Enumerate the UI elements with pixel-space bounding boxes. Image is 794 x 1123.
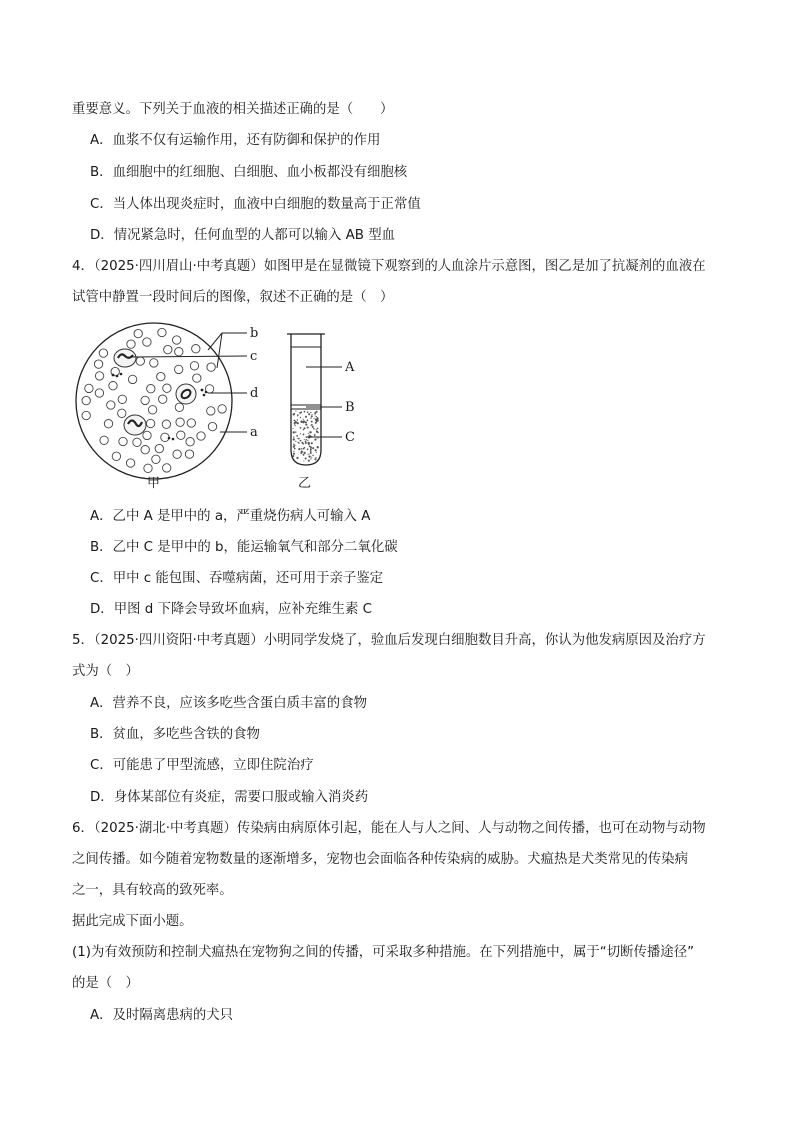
red-blood-cell <box>128 375 136 383</box>
sediment-dot <box>317 446 319 448</box>
sediment-dot <box>305 458 307 460</box>
sediment-dot <box>294 422 296 424</box>
sediment-dot <box>294 448 296 450</box>
red-blood-cell <box>208 422 216 430</box>
question-6-sub-1-stem-line-2: 的是（ ） <box>72 976 139 991</box>
sediment-dot <box>297 414 299 416</box>
red-blood-cell <box>147 385 155 393</box>
sediment-dot <box>310 458 311 459</box>
sediment-dot <box>313 418 314 419</box>
caption-jia: 甲 <box>147 476 161 491</box>
sediment-dot <box>308 460 310 462</box>
red-blood-cell <box>95 372 103 380</box>
red-blood-cell <box>157 372 165 380</box>
sediment-dot <box>303 419 304 420</box>
sediment-dot <box>296 435 298 437</box>
sediment-dot <box>303 433 305 435</box>
label-A: A <box>345 360 355 375</box>
sediment-dot <box>310 452 312 454</box>
sediment-dot <box>295 411 296 412</box>
red-blood-cell <box>141 396 149 404</box>
sediment-dot <box>315 457 316 458</box>
sediment-dot <box>296 457 298 459</box>
sediment-dot <box>316 452 317 453</box>
red-blood-cell <box>159 395 167 403</box>
sediment-dot <box>301 442 303 444</box>
red-blood-cell <box>176 418 184 426</box>
red-blood-cell <box>150 359 158 367</box>
red-blood-cell <box>175 348 183 356</box>
question-4-option-c: C．甲中 c 能包围、吞噬病菌，还可用于亲子鉴定 <box>90 571 384 586</box>
sediment-dot <box>304 411 306 413</box>
red-blood-cell <box>104 420 112 428</box>
sediment-dot <box>294 425 295 426</box>
question-5-option-b: B．贫血，多吃些含铁的食物 <box>90 727 260 742</box>
label-d: d <box>250 386 259 401</box>
sediment-dot <box>303 427 305 429</box>
sediment-dot <box>311 415 313 417</box>
sediment-dot <box>303 452 305 454</box>
sediment-dot <box>304 439 305 440</box>
sediment-dot <box>309 431 311 433</box>
question-3-option-c: C．当人体出现炎症时，血液中白细胞的数量高于正常值 <box>90 197 421 212</box>
red-blood-cell <box>163 464 171 472</box>
question-5-option-c: C．可能患了甲型流感，立即住院治疗 <box>90 758 314 773</box>
red-blood-cell <box>173 450 181 458</box>
sediment-dot <box>314 438 316 440</box>
sediment-dot <box>294 413 295 414</box>
question-3-stem: 重要意义。下列关于血液的相关描述正确的是（ ） <box>72 102 394 117</box>
red-blood-cell <box>155 444 163 452</box>
question-5-stem-line-2: 式为（ ） <box>72 664 139 679</box>
sediment-dot <box>314 435 316 437</box>
question-6-stem-line-3: 之一，具有较高的致死率。 <box>72 883 233 898</box>
red-blood-cell <box>126 459 134 467</box>
sediment-dot <box>316 430 318 432</box>
sediment-dot <box>303 454 305 456</box>
sediment-dot <box>308 413 310 415</box>
sediment-dot <box>312 426 314 428</box>
caption-yi: 乙 <box>298 476 312 491</box>
red-blood-cell <box>141 446 149 454</box>
sediment-dot <box>315 416 316 417</box>
sediment-dot <box>311 457 312 458</box>
red-blood-cell <box>143 431 151 439</box>
red-blood-cell <box>177 431 185 439</box>
question-6-sub-1-stem-line-1: (1)为有效预防和控制犬瘟热在宠物狗之间的传播，可采取多种措施。在下列措施中，属于“切断传播途径” <box>72 945 695 960</box>
sediment-dot <box>307 448 309 450</box>
question-4-option-a: A．乙中 A 是甲中的 a，严重烧伤病人可输入 A <box>90 509 371 524</box>
red-blood-cell <box>119 437 127 445</box>
sediment-dot <box>307 411 309 413</box>
sediment-dot <box>305 441 307 443</box>
red-blood-cell <box>161 433 169 441</box>
sediment-dot <box>292 455 294 457</box>
red-blood-cell <box>164 345 172 353</box>
red-blood-cell <box>82 411 90 419</box>
sediment-dot <box>303 429 304 430</box>
sediment-dot <box>315 449 317 451</box>
red-blood-cell <box>134 329 142 337</box>
sediment-dot <box>311 442 313 444</box>
red-blood-cell <box>163 384 171 392</box>
red-blood-cell <box>207 363 215 371</box>
question-5-option-d: D．身体某部位有炎症，需要口服或输入消炎药 <box>90 790 369 805</box>
white-blood-cell-3 <box>124 415 146 435</box>
red-blood-cell <box>85 384 93 392</box>
sediment-dot <box>317 420 319 422</box>
sediment-dot <box>306 439 308 441</box>
sediment-dot <box>305 424 307 426</box>
question-6-instruction: 据此完成下面小题。 <box>72 914 193 929</box>
sediment-dot <box>303 420 305 422</box>
red-blood-cell <box>82 396 90 404</box>
sediment-dot <box>293 428 294 429</box>
red-blood-cell <box>175 365 183 373</box>
sediment-dot <box>310 425 311 426</box>
sediment-dot <box>299 412 301 414</box>
red-blood-cell <box>146 419 154 427</box>
red-blood-cell <box>158 328 166 336</box>
label-B: B <box>345 400 355 415</box>
question-3-option-a: A．血浆不仅有运输作用，还有防御和保护的作用 <box>90 133 381 148</box>
blood-smear-diagram <box>76 323 258 479</box>
question-4-stem-line-2: 试管中静置一段时间后的图像，叙述不正确的是（ ） <box>72 290 394 305</box>
sediment-dot <box>300 417 301 418</box>
red-blood-cell <box>127 340 135 348</box>
sediment-dot <box>294 445 295 446</box>
question-5-option-a: A．营养不良，应该多吃些含蛋白质丰富的食物 <box>90 696 367 711</box>
sediment-dot <box>310 417 311 418</box>
question-3-option-b: B．血细胞中的红细胞、白细胞、血小板都没有细胞核 <box>90 165 408 180</box>
red-blood-cell <box>118 395 126 403</box>
blood-figure <box>72 320 372 492</box>
red-blood-cell <box>133 438 141 446</box>
red-blood-cell <box>144 464 152 472</box>
sediment-dot <box>308 443 310 445</box>
sediment-dot <box>295 431 296 432</box>
red-blood-cell <box>162 420 170 428</box>
sediment-dot <box>301 420 303 422</box>
question-4-option-b: B．乙中 C 是甲中的 b，能运输氧气和部分二氧化碳 <box>90 540 398 555</box>
sediment-dot <box>305 416 307 418</box>
sediment-dot <box>307 454 308 455</box>
sediment-dot <box>293 451 294 452</box>
sediment-dot <box>308 433 309 434</box>
red-blood-cell <box>218 405 226 413</box>
question-3-option-d: D．情况紧急时，任何血型的人都可以输入 AB 型血 <box>90 228 395 243</box>
question-4-stem-line-1: 4．（2025·四川眉山·中考真题）如图甲是在显微镜下观察到的人血涂片示意图，图乙是加了抗凝剂的血液在 <box>72 259 706 274</box>
sediment-dot <box>303 448 305 450</box>
red-blood-cell <box>185 450 193 458</box>
red-blood-cell <box>143 338 151 346</box>
test-tube-diagram <box>287 334 355 465</box>
sediment-dot <box>317 438 318 439</box>
question-6-stem-line-1: 6．（2025·湖北·中考真题）传染病由病原体引起，能在人与人之间、人与动物之间传播，也可在动物与动物 <box>72 821 706 836</box>
red-blood-cell <box>118 409 126 417</box>
red-blood-cell <box>192 345 200 353</box>
red-blood-cell <box>107 401 115 409</box>
red-blood-cell <box>193 374 201 382</box>
sediment-dot <box>316 411 318 413</box>
sediment-dot <box>297 422 299 424</box>
sediment-dot <box>294 420 296 422</box>
sediment-dot <box>303 460 304 461</box>
sediment-dot <box>317 418 318 419</box>
sediment-dot <box>312 455 313 456</box>
question-5-stem-line-1: 5．（2025·四川资阳·中考真题）小明同学发烧了，验血后发现白细胞数目升高，你认为他发病原因及治疗方 <box>72 633 706 648</box>
sediment-dot <box>316 429 317 430</box>
red-blood-cell <box>207 407 215 415</box>
sediment-dot <box>310 450 312 452</box>
sediment-dot <box>305 442 307 444</box>
red-blood-cell <box>148 406 156 414</box>
red-blood-cell <box>175 403 183 411</box>
sediment-dot <box>309 445 311 447</box>
red-blood-cell <box>152 455 160 463</box>
red-blood-cell <box>94 360 102 368</box>
sediment-dot <box>312 414 313 415</box>
sediment-dot <box>312 447 314 449</box>
sediment-dot <box>308 455 310 457</box>
sediment-dot <box>300 440 302 442</box>
sediment-dot <box>293 453 295 455</box>
sediment-dot <box>316 416 317 417</box>
sediment-dot <box>300 427 302 429</box>
sediment-dot <box>311 421 313 423</box>
red-blood-cell <box>99 349 107 357</box>
sediment-dot <box>297 442 298 443</box>
sediment-dot <box>307 426 309 428</box>
sediment-dot <box>293 444 294 445</box>
red-blood-cell <box>197 432 205 440</box>
red-blood-cell <box>100 436 108 444</box>
sediment-dot <box>297 438 298 439</box>
red-blood-cell <box>112 452 120 460</box>
label-C: C <box>345 430 355 445</box>
sediment-dot <box>314 429 315 430</box>
red-blood-cell <box>186 438 194 446</box>
white-blood-cell-1 <box>114 349 136 367</box>
sediment-dot <box>314 458 316 460</box>
sediment-dot <box>293 438 295 440</box>
label-b: b <box>250 326 259 341</box>
sediment-dot <box>293 436 294 437</box>
sediment-dot <box>310 448 312 450</box>
white-blood-cell-2 <box>176 384 196 404</box>
sediment-dot <box>301 448 303 450</box>
red-blood-cell <box>109 382 117 390</box>
sediment-dot <box>295 441 296 442</box>
label-c: c <box>250 349 258 364</box>
question-6-stem-line-2: 之间传播。如今随着宠物数量的逐渐增多，宠物也会面临各种传染病的威胁。犬瘟热是犬类常见的传染病 <box>72 852 688 867</box>
red-blood-cell <box>187 419 195 427</box>
label-a: a <box>250 425 258 440</box>
sediment-dot <box>317 428 319 430</box>
red-blood-cell <box>136 357 144 365</box>
sediment-dot <box>306 422 307 423</box>
sediment-dot <box>300 433 301 434</box>
sediment-dot <box>307 420 309 422</box>
red-blood-cell <box>173 336 181 344</box>
red-blood-cell <box>95 389 103 397</box>
red-blood-cell <box>190 362 198 370</box>
sediment-dot <box>298 448 300 450</box>
question-4-option-d: D．甲图 d 下降会导致坏血病，应补充维生素 C <box>90 602 372 617</box>
sediment-dot <box>310 412 311 413</box>
sediment-dot <box>293 431 295 433</box>
question-6-sub-1-option-a: A．及时隔离患病的犬只 <box>90 1008 234 1023</box>
sediment-dot <box>301 451 303 453</box>
sediment-dot <box>307 440 308 441</box>
sediment-dot <box>297 419 298 420</box>
sediment-dot <box>303 443 304 444</box>
sediment-dot <box>314 413 316 415</box>
